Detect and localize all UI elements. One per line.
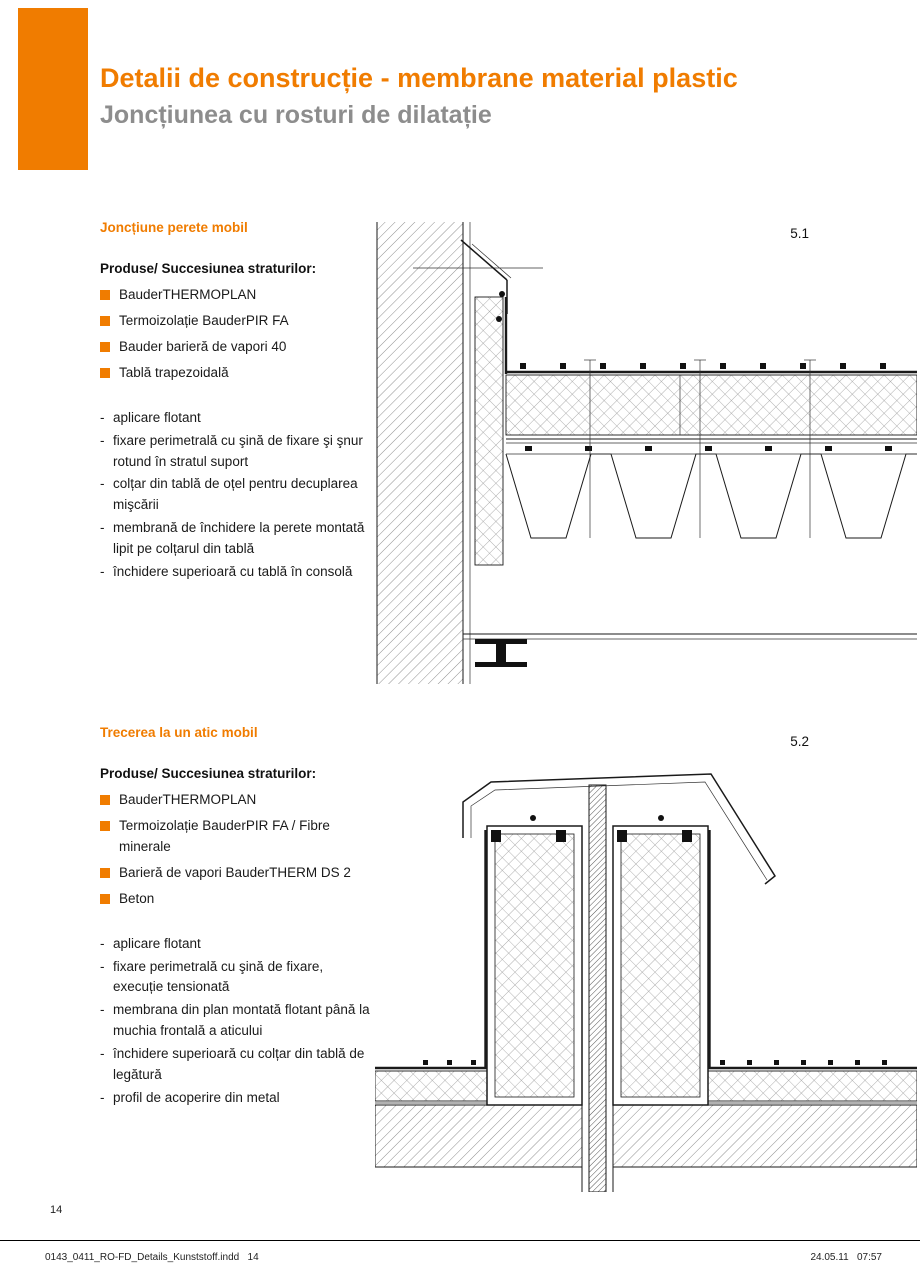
note-item: - fixare perimetrală cu şină de fixare, execuție tensionată [100,957,372,999]
roof-buildup-left [375,1060,487,1103]
footer-filename: 0143_0411_RO-FD_Details_Kunststoff.indd 14 [45,1252,259,1263]
trapezoidal-deck [506,454,917,538]
figure-5-1-drawing [375,222,917,684]
product-label: Bauder barieră de vapori 40 [119,338,287,354]
section-text-column [100,725,372,1111]
section-wall-junction [100,220,920,690]
footer [45,1252,882,1263]
note-item: - închidere superioară cu tablă în consolă [100,562,372,583]
bullet-square-icon [100,795,110,805]
section-heading: Joncțiune perete mobil [100,220,248,235]
wall-hatched-section [377,222,470,684]
notes-list [100,408,372,583]
parapet-column-right [613,826,710,1105]
bullet-square-icon [100,894,110,904]
product-label: BauderTHERMOPLAN [119,792,257,807]
page-number: 14 [50,1204,63,1216]
product-item [100,285,372,306]
roof-buildup-right [708,1060,917,1103]
footer-divider [0,1240,920,1241]
ceiling-and-beam [463,634,917,667]
footer-timestamp: 24.05.11 07:57 [810,1252,882,1263]
bullet-square-icon [100,368,110,378]
figure-5-2-drawing [375,730,917,1192]
section-text-column [100,220,372,585]
page-header [100,62,890,130]
section-parapet-joint [100,725,920,1195]
product-item [100,337,372,358]
product-label: BauderTHERMOPLAN [119,287,257,302]
bullet-square-icon [100,821,110,831]
notes-list [100,934,372,1109]
page-subtitle: Joncțiunea cu rosturi de dilatație [100,100,492,129]
product-item [100,816,372,858]
note-item: - profil de acoperire din metal [100,1088,372,1109]
bullet-square-icon [100,290,110,300]
brand-color-block [18,8,88,170]
vapour-barrier-layer [506,439,917,451]
parapet-column-left [486,826,583,1105]
wall-insulation-strip [475,297,506,565]
product-item [100,790,372,811]
products-label: Produse/ Succesiunea straturilor: [100,261,317,276]
concrete-deck [375,1105,917,1192]
product-label: Termoizolație BauderPIR FA / Fibre minerale [119,817,330,854]
product-label: Tablă trapezoidală [119,364,229,380]
note-item: - aplicare flotant [100,408,372,429]
product-item [100,889,372,910]
note-item: - membrana din plan montată flotant până la muchia frontală a aticului [100,1000,372,1042]
note-item: - colțar din tablă de oțel pentru decuplarea mişcării [100,474,372,516]
section-heading: Trecerea la un atic mobil [100,725,258,740]
expansion-joint-strip [589,785,606,1192]
roof-insulation [506,375,917,435]
product-label: Barieră de vapori BauderTHERM DS 2 [119,864,351,880]
products-label: Produse/ Succesiunea straturilor: [100,766,317,781]
figure-label: 5.2 [790,734,809,749]
product-label: Termoizolație BauderPIR FA [119,312,289,328]
note-item: - membrană de închidere la perete montată lipit pe colțarul din tablă [100,518,372,560]
product-item [100,863,372,884]
roof-membrane [506,363,917,372]
bullet-square-icon [100,316,110,326]
product-item [100,311,372,332]
bullet-square-icon [100,868,110,878]
product-item [100,363,372,384]
note-item: - închidere superioară cu colțar din tablă de legătură [100,1044,372,1086]
note-item: - aplicare flotant [100,934,372,955]
figure-5-2 [375,730,917,1192]
figure-label: 5.1 [790,226,809,241]
page-title: Detalii de construcție - membrane material plastic [100,63,738,93]
bullet-square-icon [100,342,110,352]
products-list [100,790,372,910]
product-label: Beton [119,890,155,906]
note-item: - fixare perimetrală cu şină de fixare şi şnur rotund în stratul suport [100,431,372,473]
products-list [100,285,372,384]
figure-5-1 [375,222,917,684]
